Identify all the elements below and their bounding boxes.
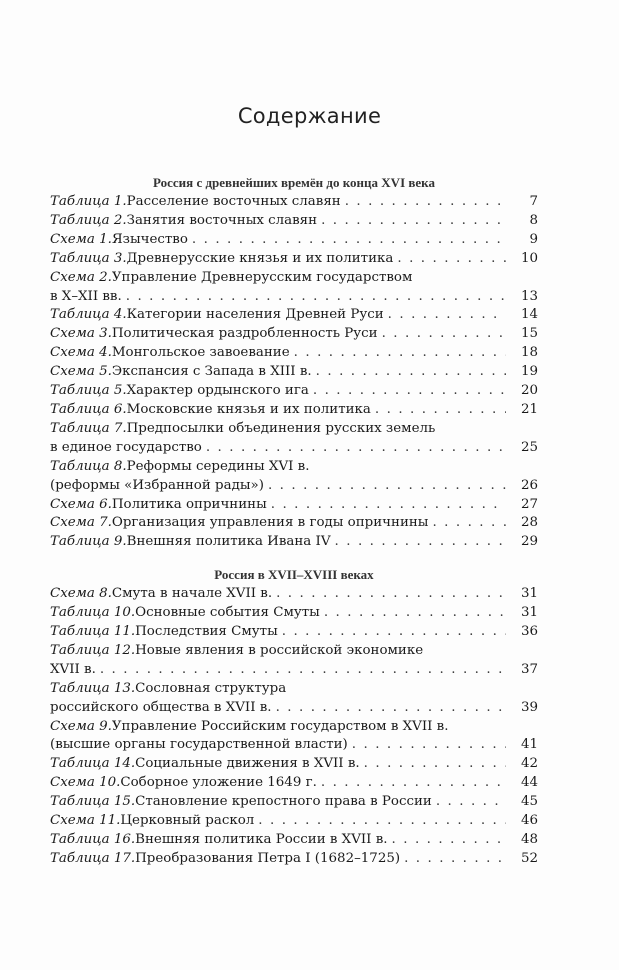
toc-entry[interactable] bbox=[50, 212, 538, 231]
toc-entry[interactable] bbox=[50, 793, 538, 812]
entry-kind: Таблица 3. bbox=[50, 250, 127, 266]
toc-entry[interactable] bbox=[50, 325, 538, 344]
toc-entry-line bbox=[50, 514, 538, 533]
toc-entry-line bbox=[50, 774, 538, 793]
page-number: 31 bbox=[520, 605, 538, 621]
page-number: 39 bbox=[520, 699, 538, 715]
entry-title-line: Сословная структура bbox=[135, 680, 287, 696]
toc-entry-line bbox=[50, 363, 538, 382]
entry-title-line: Предпосылки объединения русских земель bbox=[126, 420, 436, 436]
entry-title: в единое государство bbox=[50, 439, 202, 455]
toc-entry-line bbox=[50, 231, 538, 250]
toc-entry-line bbox=[50, 812, 538, 831]
toc-entry[interactable] bbox=[50, 774, 538, 793]
page-number: 8 bbox=[529, 212, 538, 228]
toc-entry[interactable] bbox=[50, 344, 538, 363]
dot-leader bbox=[382, 325, 506, 344]
toc-entry[interactable] bbox=[50, 269, 538, 307]
toc-entry-line bbox=[50, 212, 538, 231]
toc-entry-line bbox=[50, 680, 538, 699]
toc-entry[interactable] bbox=[50, 363, 538, 382]
entry-title: Экспансия с Запада в XIII в. bbox=[111, 364, 312, 380]
entry-kind: Схема 8. bbox=[50, 586, 112, 602]
page-number: 29 bbox=[520, 534, 538, 550]
toc-entry-line bbox=[50, 458, 538, 477]
entry-kind: Таблица 15. bbox=[50, 794, 136, 810]
toc-entry-line bbox=[50, 344, 538, 363]
toc-entry-line bbox=[50, 642, 538, 661]
toc-entry[interactable] bbox=[50, 193, 538, 212]
toc-entry-line bbox=[50, 718, 538, 737]
entry-kind: Таблица 7. bbox=[50, 420, 127, 436]
entry-kind: Таблица 17. bbox=[50, 850, 136, 866]
entry-kind: Схема 10. bbox=[50, 775, 121, 791]
dot-leader bbox=[206, 439, 506, 458]
toc-entry-line bbox=[50, 401, 538, 420]
dot-leader bbox=[316, 363, 506, 382]
dot-leader bbox=[294, 344, 506, 363]
entry-kind: Таблица 1. bbox=[50, 194, 127, 209]
page-number: 25 bbox=[520, 439, 538, 455]
entry-title: Категории населения Древней Руси bbox=[126, 307, 384, 323]
entry-kind: Таблица 8. bbox=[50, 458, 127, 474]
dot-leader bbox=[321, 774, 506, 793]
page-number: 41 bbox=[520, 737, 538, 753]
toc-entry[interactable] bbox=[50, 812, 538, 831]
dot-leader bbox=[364, 755, 506, 774]
entry-kind: Таблица 16. bbox=[50, 832, 136, 847]
page-number: 9 bbox=[529, 231, 538, 247]
entry-kind: Схема 4. bbox=[50, 345, 112, 361]
page-number: 18 bbox=[520, 345, 538, 361]
page-title: Содержание bbox=[237, 104, 382, 128]
dot-leader bbox=[404, 850, 506, 869]
entry-kind: Схема 11. bbox=[50, 813, 121, 829]
entry-kind: Таблица 5. bbox=[50, 383, 127, 399]
page-number: 36 bbox=[520, 624, 538, 640]
entry-title: в X–XII вв. bbox=[50, 288, 122, 304]
entry-title: XVII в. bbox=[50, 661, 96, 677]
toc-entry-line bbox=[50, 623, 538, 642]
entry-kind: Схема 3. bbox=[50, 326, 112, 342]
section-heading: Россия в XVII–XVIII веках bbox=[214, 567, 374, 583]
dot-leader bbox=[335, 533, 506, 552]
entry-kind: Таблица 13. bbox=[50, 680, 136, 696]
toc-entry[interactable] bbox=[50, 623, 538, 642]
toc-entry-line bbox=[50, 661, 538, 680]
dot-leader bbox=[126, 288, 506, 307]
toc-entry-line bbox=[50, 736, 538, 755]
entry-kind: Схема 2. bbox=[50, 269, 112, 285]
page-number: 52 bbox=[520, 850, 538, 866]
entry-kind: Таблица 9. bbox=[50, 534, 127, 550]
dot-leader bbox=[268, 477, 506, 496]
toc-entry-line bbox=[50, 585, 538, 604]
toc-entry[interactable] bbox=[50, 755, 538, 774]
dot-leader bbox=[282, 623, 506, 642]
dot-leader bbox=[388, 306, 506, 325]
toc-entry[interactable] bbox=[50, 306, 538, 325]
entry-title: Социальные движения в XVII в. bbox=[135, 756, 360, 772]
page-number: 45 bbox=[520, 794, 538, 810]
dot-leader bbox=[392, 831, 506, 850]
toc-entry-line bbox=[50, 477, 538, 496]
page-number: 13 bbox=[520, 288, 538, 304]
entry-title: Политика опричнины bbox=[111, 496, 267, 512]
entry-kind: Схема 7. bbox=[50, 515, 112, 531]
dot-leader bbox=[313, 382, 506, 401]
page-number: 10 bbox=[520, 250, 538, 266]
entry-kind: Схема 5. bbox=[50, 364, 112, 380]
toc-entry-line bbox=[50, 699, 538, 718]
toc-entry-line bbox=[50, 420, 538, 439]
toc-entry-line bbox=[50, 755, 538, 774]
toc-entry[interactable] bbox=[50, 604, 538, 623]
entry-title: Внешняя политика России в XVII в. bbox=[135, 832, 388, 847]
entry-kind: Схема 9. bbox=[50, 718, 112, 734]
toc-entry[interactable] bbox=[50, 496, 538, 515]
dot-leader bbox=[345, 193, 506, 212]
dot-leader bbox=[352, 736, 506, 755]
entry-kind: Таблица 4. bbox=[50, 307, 127, 323]
toc-entry[interactable] bbox=[50, 718, 538, 756]
page-number: 37 bbox=[520, 661, 538, 677]
page-number: 46 bbox=[520, 813, 538, 829]
table-of-contents bbox=[50, 174, 538, 869]
dot-leader bbox=[436, 793, 506, 812]
toc-entry-line bbox=[50, 831, 538, 850]
page-number: 7 bbox=[529, 194, 538, 209]
page-number: 42 bbox=[520, 756, 538, 772]
toc-entry-line bbox=[50, 325, 538, 344]
entry-title: Расселение восточных славян bbox=[126, 194, 341, 209]
dot-leader bbox=[397, 250, 506, 269]
entry-kind: Таблица 2. bbox=[50, 212, 127, 228]
toc-entry-line bbox=[50, 439, 538, 458]
toc-entry[interactable] bbox=[50, 458, 538, 496]
dot-leader bbox=[192, 231, 506, 250]
entry-title: Московские князья и их политика bbox=[126, 401, 371, 417]
toc-entry[interactable] bbox=[50, 850, 538, 869]
entry-title-line: Новые явления в российской экономике bbox=[135, 642, 424, 658]
entry-title: Монгольское завоевание bbox=[111, 345, 290, 361]
toc-entry-line bbox=[50, 193, 538, 212]
entry-kind: Таблица 14. bbox=[50, 756, 136, 772]
entry-title: Становление крепостного права в России bbox=[135, 794, 432, 810]
entry-title: Преобразования Петра I (1682–1725) bbox=[135, 850, 401, 866]
entry-title: Язычество bbox=[111, 231, 188, 247]
toc-entry[interactable] bbox=[50, 533, 538, 552]
entry-title: (высшие органы государственной власти) bbox=[50, 737, 348, 753]
dot-leader bbox=[276, 585, 506, 604]
page-number: 20 bbox=[520, 383, 538, 399]
entry-title-line: Управление Российским государством в XVII в. bbox=[111, 718, 449, 734]
entry-title-line: Управление Древнерусским государством bbox=[111, 269, 413, 285]
dot-leader bbox=[321, 212, 506, 231]
toc-entry-line bbox=[50, 288, 538, 307]
dot-leader bbox=[258, 812, 506, 831]
toc-entry[interactable] bbox=[50, 250, 538, 269]
entry-title: Соборное уложение 1649 г. bbox=[120, 775, 317, 791]
dot-leader bbox=[276, 699, 506, 718]
entry-title: Внешняя политика Ивана IV bbox=[126, 534, 331, 550]
entry-title: Последствия Смуты bbox=[135, 624, 278, 640]
section-heading: Россия с древнейших времён до конца XVI века bbox=[153, 175, 435, 190]
toc-entry[interactable] bbox=[50, 514, 538, 533]
toc-entry[interactable] bbox=[50, 585, 538, 604]
page-number: 14 bbox=[520, 307, 538, 323]
entry-title: (реформы «Избранной рады») bbox=[50, 477, 264, 493]
entry-title-line: Реформы середины XVI в. bbox=[126, 458, 310, 474]
toc-entry[interactable] bbox=[50, 680, 538, 718]
toc-entry[interactable] bbox=[50, 420, 538, 458]
toc-entry[interactable] bbox=[50, 382, 538, 401]
page-number: 15 bbox=[520, 326, 538, 342]
entry-kind: Таблица 11. bbox=[50, 624, 136, 640]
entry-title: Церковный раскол bbox=[120, 813, 255, 829]
toc-entry[interactable] bbox=[50, 401, 538, 420]
toc-entry-line bbox=[50, 533, 538, 552]
entry-kind: Таблица 6. bbox=[50, 401, 127, 417]
entry-kind: Схема 1. bbox=[50, 231, 112, 247]
page-number: 44 bbox=[520, 775, 538, 791]
toc-entry[interactable] bbox=[50, 642, 538, 680]
entry-kind: Таблица 12. bbox=[50, 642, 136, 658]
dot-leader bbox=[324, 604, 506, 623]
entry-title: Политическая раздробленность Руси bbox=[111, 326, 378, 342]
page-number: 48 bbox=[520, 832, 538, 847]
page-number: 26 bbox=[520, 477, 538, 493]
toc-entry-line bbox=[50, 496, 538, 515]
entry-title: Основные события Смуты bbox=[135, 605, 320, 621]
page-number: 27 bbox=[520, 496, 538, 512]
entry-kind: Таблица 10. bbox=[50, 605, 136, 621]
entry-title: российского общества в XVII в. bbox=[50, 699, 272, 715]
toc-entry-line bbox=[50, 793, 538, 812]
dot-leader bbox=[375, 401, 506, 420]
entry-title: Занятия восточных славян bbox=[126, 212, 318, 228]
toc-entry-line bbox=[50, 604, 538, 623]
toc-entry-line bbox=[50, 306, 538, 325]
dot-leader bbox=[432, 514, 506, 533]
page-number: 28 bbox=[520, 515, 538, 531]
toc-entry-line bbox=[50, 850, 538, 869]
toc-entry-line bbox=[50, 269, 538, 288]
page-number: 31 bbox=[520, 586, 538, 602]
entry-kind: Схема 6. bbox=[50, 496, 112, 512]
entry-title: Древнерусские князья и их политика bbox=[126, 250, 394, 266]
entry-title: Смута в начале XVII в. bbox=[111, 586, 273, 602]
toc-entry[interactable] bbox=[50, 831, 538, 850]
dot-leader bbox=[271, 496, 506, 515]
toc-entry-line bbox=[50, 250, 538, 269]
entry-title: Характер ордынского ига bbox=[126, 383, 309, 399]
dot-leader bbox=[100, 661, 506, 680]
page-number: 21 bbox=[520, 401, 538, 417]
entry-title: Организация управления в годы опричнины bbox=[111, 515, 429, 531]
toc-entry-line bbox=[50, 382, 538, 401]
page-number: 19 bbox=[520, 364, 538, 380]
toc-entry[interactable] bbox=[50, 231, 538, 250]
